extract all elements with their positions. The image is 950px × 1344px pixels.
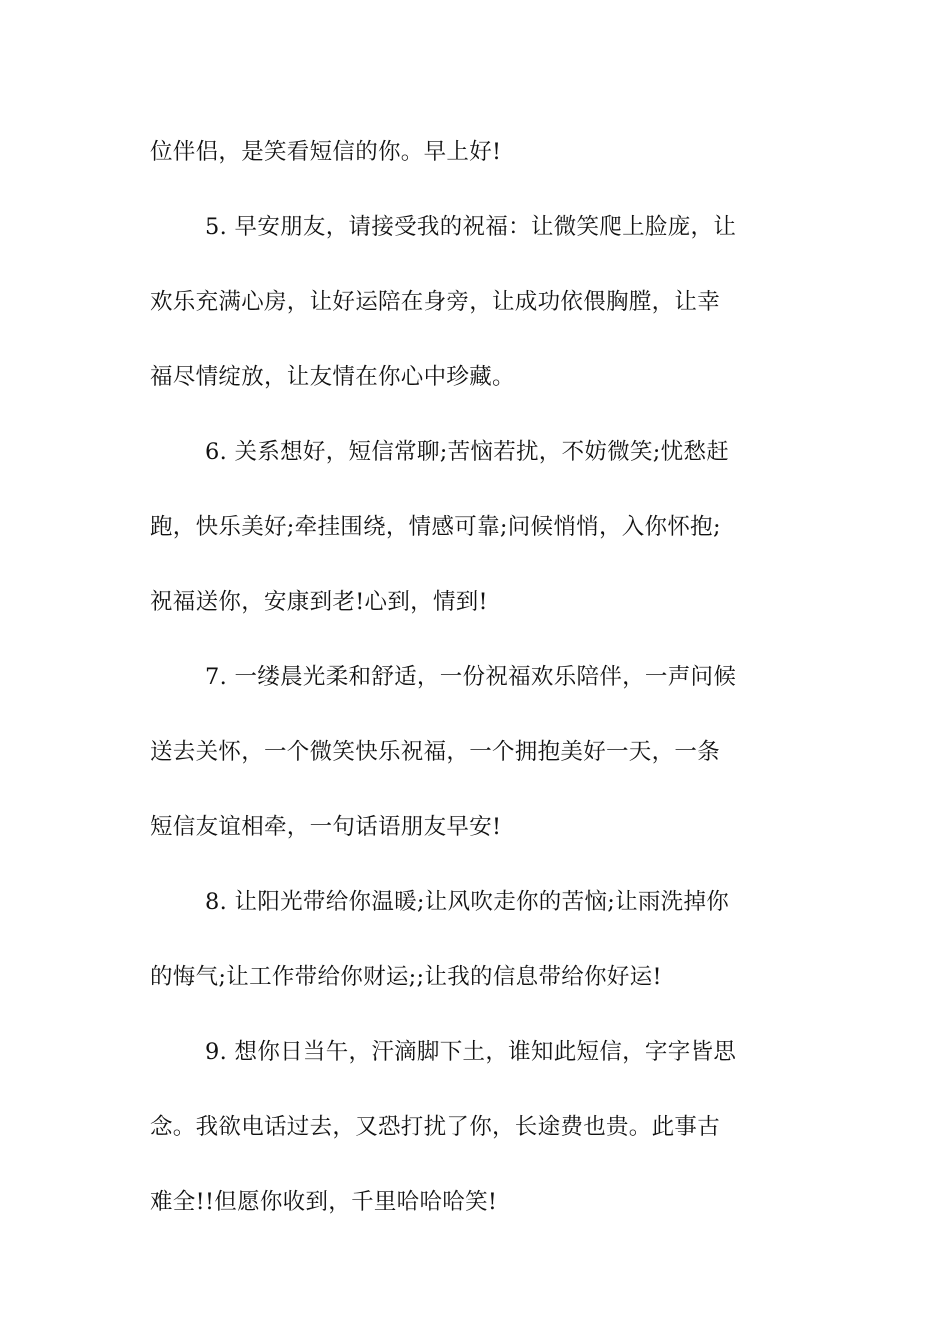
text-line: 6. 关系想好，短信常聊;苦恼若扰，不妨微笑;忧愁赶 <box>205 439 730 465</box>
text-line: 7. 一缕晨光柔和舒适，一份祝福欢乐陪伴，一声问候 <box>205 664 737 690</box>
document-body <box>150 120 810 1245</box>
text-line: 送去关怀，一个微笑快乐祝福，一个拥抱美好一天，一条 <box>150 739 721 765</box>
text-line: 9. 想你日当午，汗滴脚下土，谁知此短信，字字皆思 <box>205 1039 737 1065</box>
text-line: 短信友谊相牵，一句话语朋友早安! <box>150 814 502 840</box>
text-line: 5. 早安朋友，请接受我的祝福：让微笑爬上脸庞，让 <box>205 214 737 240</box>
text-line: 祝福送你，安康到老!心到，情到! <box>150 589 488 615</box>
text-line: 欢乐充满心房，让好运陪在身旁，让成功依偎胸膛，让幸 <box>150 289 721 315</box>
text-line: 念。我欲电话过去，又恐打扰了你，长途费也贵。此事古 <box>150 1114 721 1140</box>
text-line: 的悔气;让工作带给你财运;;让我的信息带给你好运! <box>150 964 662 990</box>
text-line: 8. 让阳光带给你温暖;让风吹走你的苦恼;让雨洗掉你 <box>205 889 730 915</box>
text-line: 位伴侣，是笑看短信的你。早上好! <box>150 139 502 165</box>
text-line: 难全!!但愿你收到，千里哈哈哈笑! <box>150 1189 498 1215</box>
text-line: 福尽情绽放，让友情在你心中珍藏。 <box>150 364 515 390</box>
text-line: 跑，快乐美好;牵挂围绕，情感可靠;问候悄悄，入你怀抱; <box>150 514 721 540</box>
